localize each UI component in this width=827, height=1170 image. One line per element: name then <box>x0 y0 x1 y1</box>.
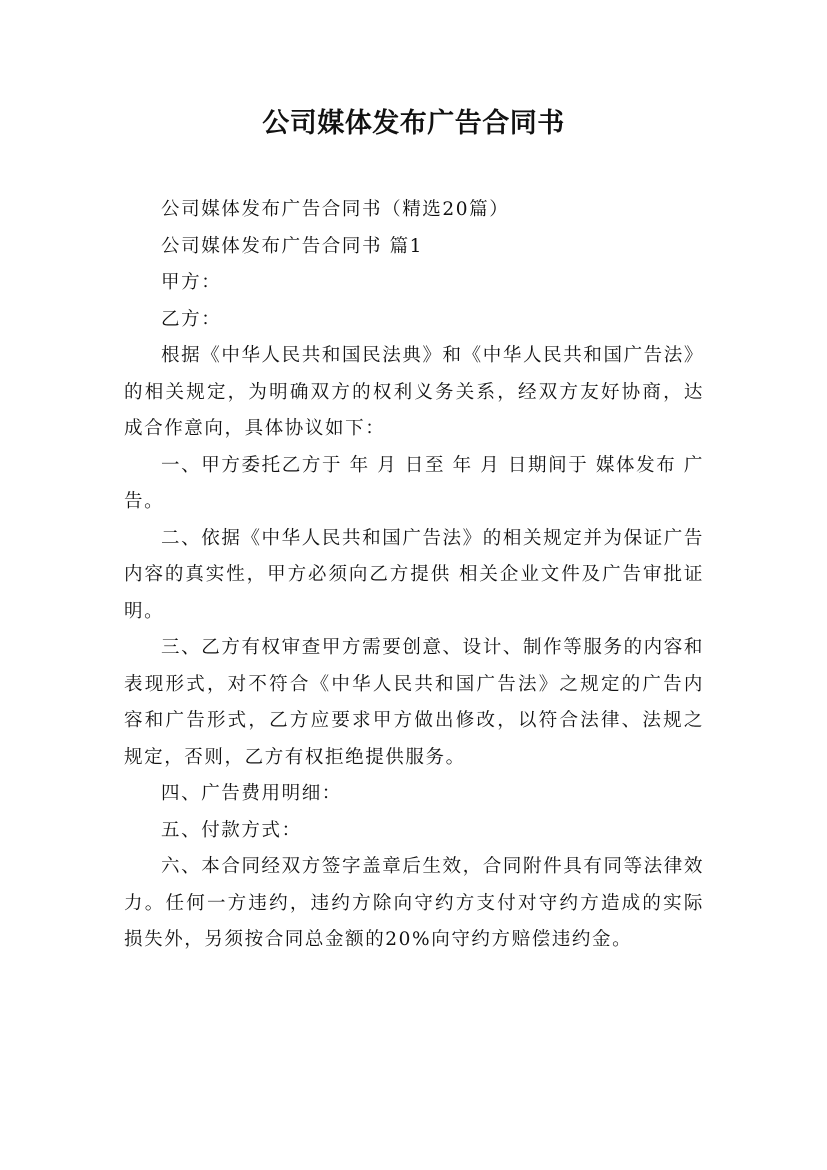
paragraph-section-heading: 公司媒体发布广告合同书 篇1 <box>161 235 424 257</box>
paragraph-clause-5: 五、付款方式： <box>161 819 302 841</box>
paragraph-clause-1: 一、甲方委托乙方于 年 月 日至 年 月 日期间于 媒体发布 广告。 <box>124 454 704 512</box>
paragraph-party-a: 甲方： <box>161 272 222 293</box>
paragraph-clause-6: 六、本合同经双方签字盖章后生效，合同附件具有同等法律效力。任何一方违约，违约方除向守约方支付对守约方造成的实际损失外，另须按合同总金额的20%向守约方赔偿违约金。 <box>124 856 704 950</box>
paragraph-party-b: 乙方： <box>161 308 222 330</box>
paragraph-clause-3: 三、乙方有权审查甲方需要创意、设计、制作等服务的内容和表现形式，对不符合《中华人民共和国广告法》之规定的广告内容和广告形式，乙方应要求甲方做出修改，以符合法律、法规之规定，否则，乙方有权拒绝提供服务。 <box>124 637 704 768</box>
paragraph-subtitle: 公司媒体发布广告合同书（精选20篇） <box>161 199 510 220</box>
paragraph-clause-4: 四、广告费用明细： <box>161 783 342 804</box>
document-title: 公司媒体发布广告合同书 <box>262 108 565 139</box>
paragraph-preamble: 根据《中华人民共和国民法典》和《中华人民共和国广告法》的相关规定，为明确双方的权利义务关系，经双方友好协商，达成合作意向，具体协议如下： <box>124 345 704 439</box>
document-body <box>124 192 704 959</box>
paragraph-clause-2: 二、依据《中华人民共和国广告法》的相关规定并为保证广告内容的真实性，甲方必须向乙方提供 相关企业文件及广告审批证明。 <box>124 527 704 622</box>
